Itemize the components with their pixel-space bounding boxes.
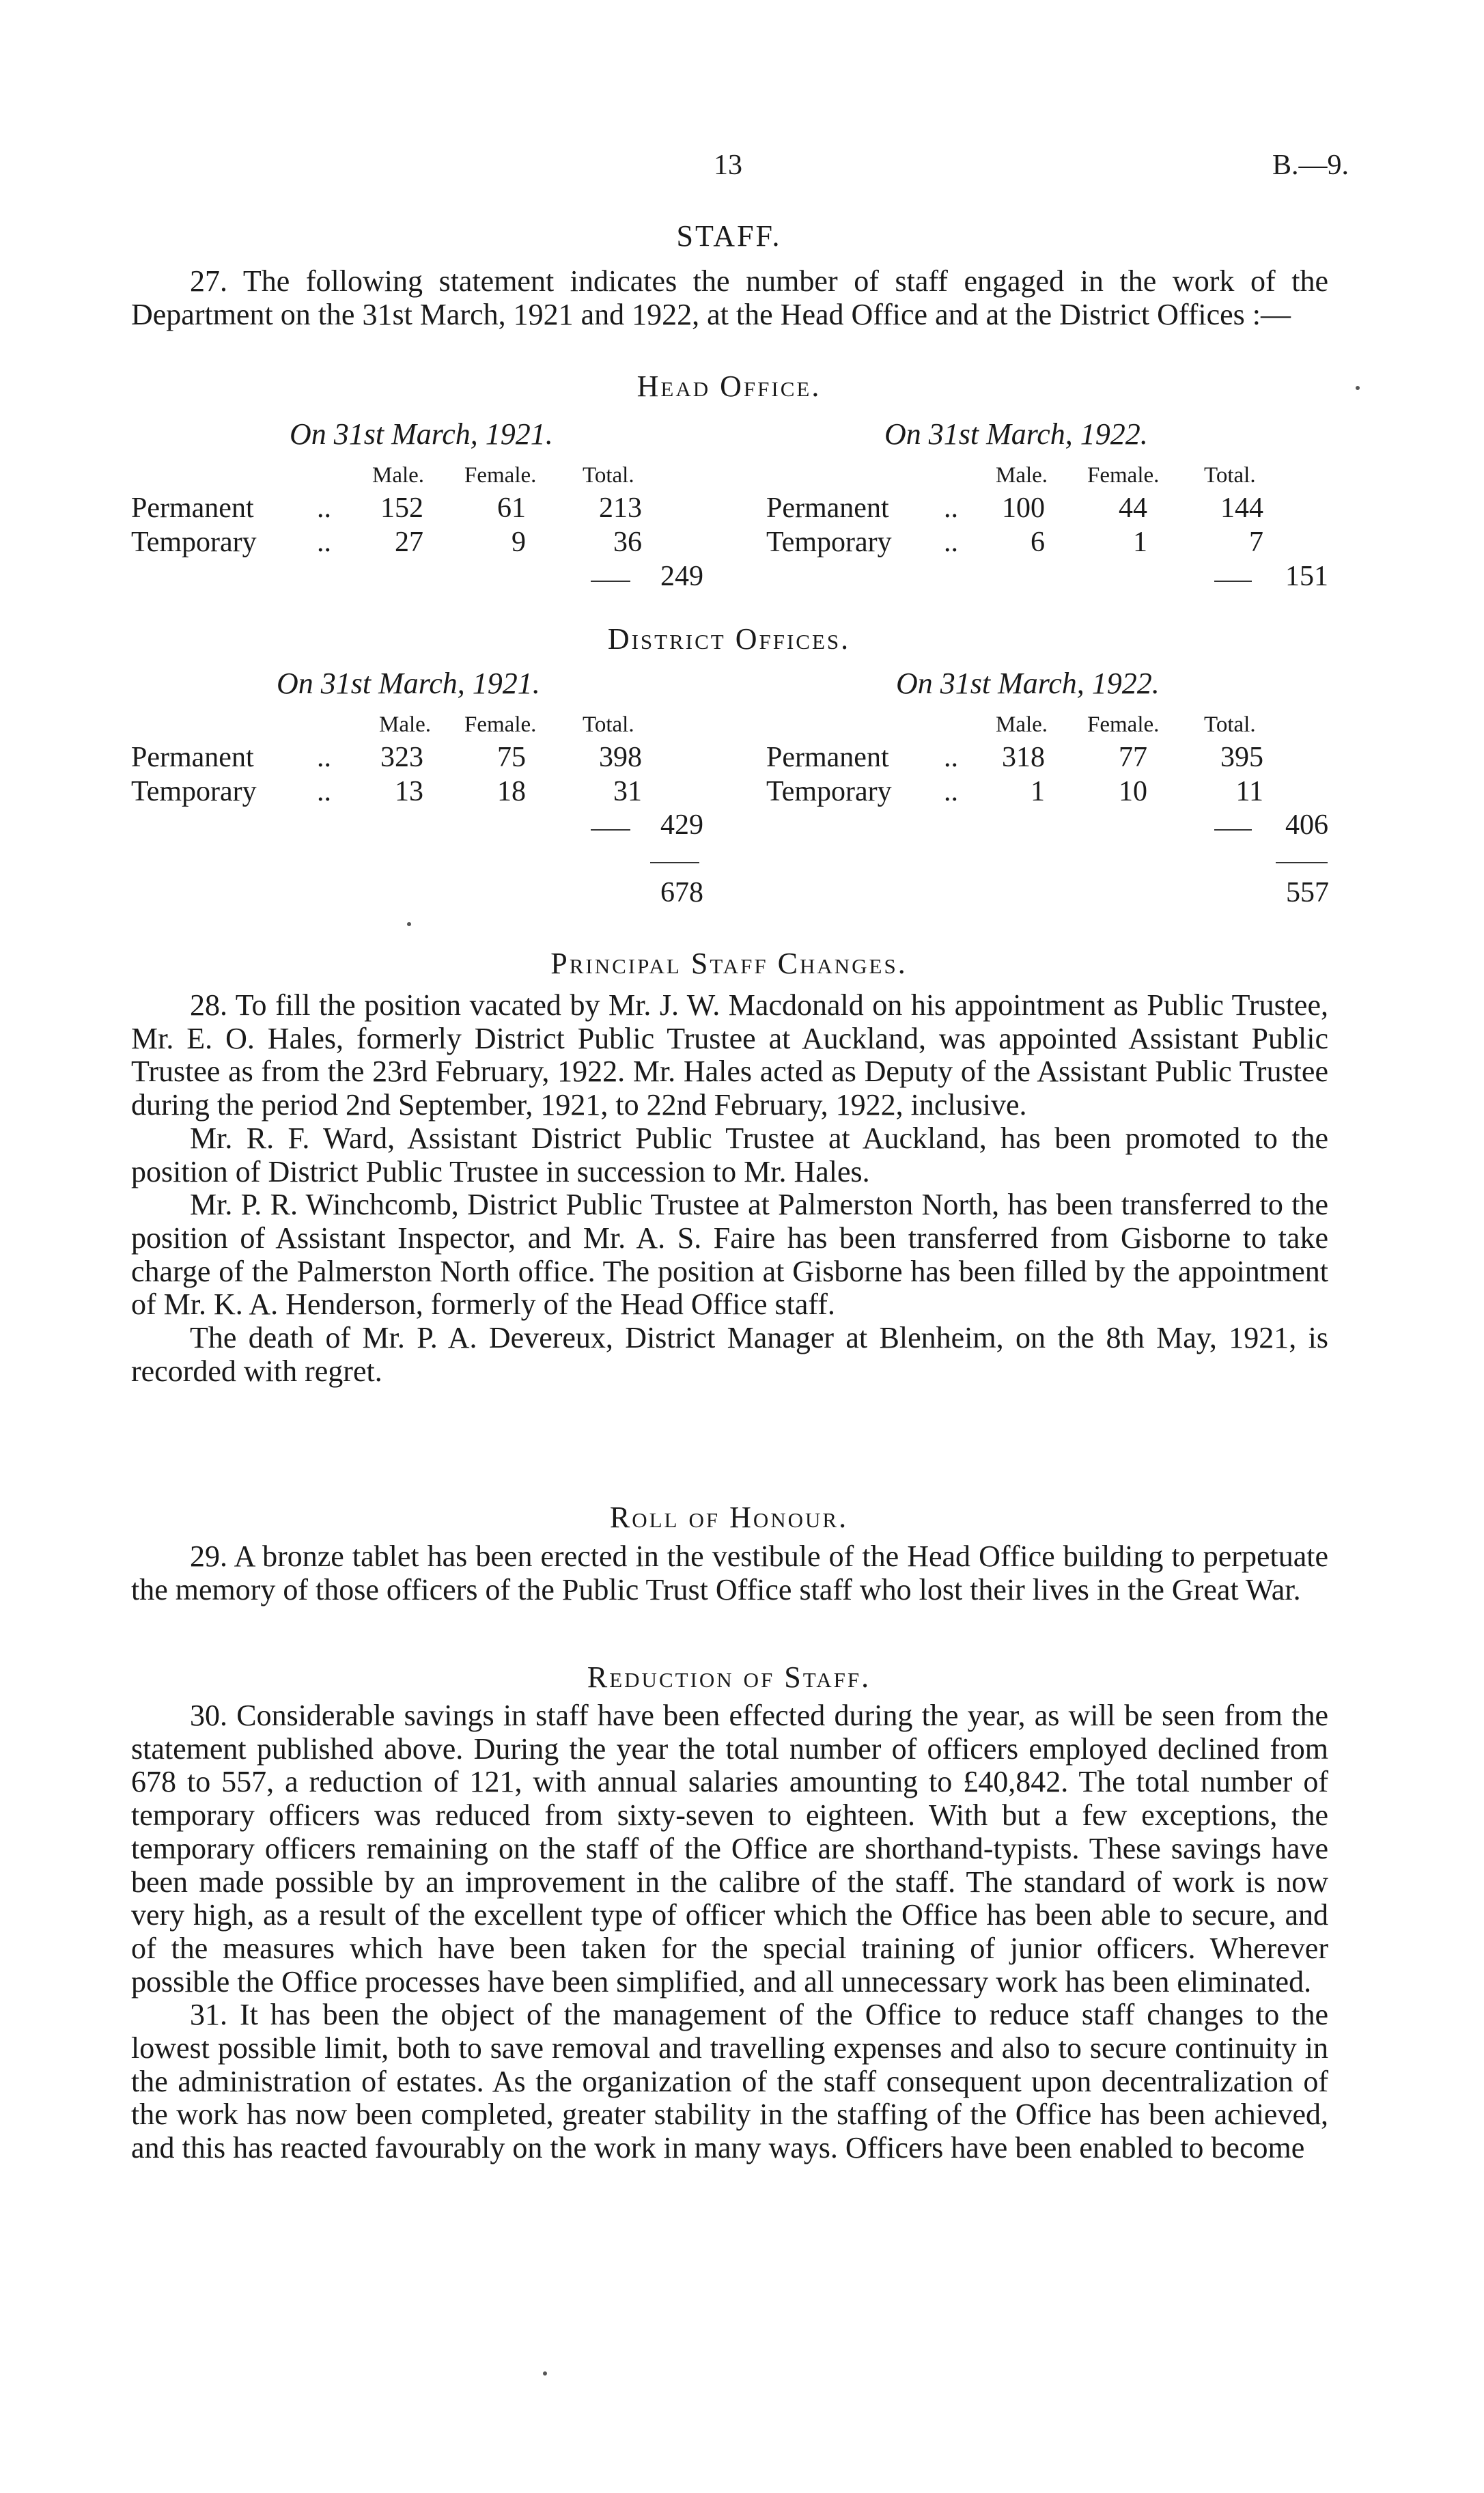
head-office-heading: Head Office. — [636, 370, 822, 403]
row-dots: .. — [317, 492, 331, 524]
col-header-male: Male. — [372, 463, 425, 488]
cell-female: 44 — [1119, 492, 1147, 524]
paragraph-31: 31. It has been the object of the management of the Office to reduce staff changes to the lowest possible limit, both to save removal and travelling expenses and also to secure continuity in the administration of estates. As the organization of the staff consequent upon decentralization of the work has now been completed, greater stability in the staffing of the Office has been achieved, and this has reacted favourably on the work in many ways. Officers have been enabled to become — [131, 1998, 1328, 2165]
cell-male: 323 — [380, 742, 423, 773]
paragraph-ward: Mr. R. F. Ward, Assistant District Public Trustee at Auckland, has been promoted to the position of District Public Trustee in succession to Mr. Hales. — [131, 1121, 1328, 1188]
col-header-male: Male. — [996, 463, 1048, 488]
col-header-total: Total. — [583, 712, 634, 737]
cell-total: 144 — [1220, 492, 1263, 524]
grand-total-1921: 678 — [660, 877, 703, 908]
col-header-female: Female. — [464, 463, 537, 488]
cell-male: 6 — [1031, 527, 1045, 558]
district-1921-total: 429 — [660, 809, 703, 841]
row-label: Permanent — [766, 492, 889, 524]
roll-of-honour-heading: Roll of Honour. — [609, 1501, 849, 1534]
col-header-female: Female. — [1087, 712, 1160, 737]
reduction-of-staff-heading: Reduction of Staff. — [587, 1660, 871, 1694]
col-header-female: Female. — [1087, 463, 1160, 488]
cell-female: 75 — [497, 742, 526, 773]
row-dots: .. — [317, 742, 331, 773]
cell-total: 395 — [1220, 742, 1263, 773]
reduction-of-staff-body — [131, 1699, 1328, 2165]
cell-male: 1 — [1031, 776, 1045, 807]
subtotal-rule — [591, 829, 630, 831]
principal-staff-changes-body — [131, 989, 1328, 1388]
district-left-date: On 31st March, 1921. — [277, 667, 540, 700]
district-right-date: On 31st March, 1922. — [896, 667, 1160, 700]
cell-male: 318 — [1002, 742, 1045, 773]
document-reference: B.—9. — [1272, 150, 1349, 181]
district-1922-total: 406 — [1285, 809, 1328, 841]
row-label: Permanent — [131, 492, 254, 524]
row-label: Permanent — [131, 742, 254, 773]
cell-total: 213 — [599, 492, 642, 524]
row-dots: .. — [944, 527, 958, 558]
print-speck — [1356, 386, 1360, 390]
head-office-right-date: On 31st March, 1922. — [884, 417, 1148, 451]
roll-of-honour-body — [131, 1540, 1328, 1606]
grand-total-rule — [1276, 862, 1328, 863]
paragraph-devereux: The death of Mr. P. A. Devereux, District Manager at Blenheim, on the 8th May, 1921, is recorded with regret. — [131, 1321, 1328, 1388]
row-label: Permanent — [766, 742, 889, 773]
section-title: STAFF. — [676, 219, 782, 253]
row-label: Temporary — [131, 776, 257, 807]
paragraph-29: 29. A bronze tablet has been erected in the vestibule of the Head Office building to perpetuate the memory of those officers of the Public Trust Office staff who lost their lives in the Great War. — [131, 1540, 1328, 1606]
paragraph-30: 30. Considerable savings in staff have been effected during the year, as will be seen from the statement published above. During the year the total number of officers employed declined from 678 to 557, a reduction of 121, with annual salaries amounting to £40,842. The total number of temporary officers was reduced from sixty-seven to eighteen. With but a few exceptions, the temporary officers remaining on the staff of the Office are shorthand-typists. These savings have been made possible by an improvement in the calibre of the staff. The standard of work is now very high, as a result of the excellent type of officer which the Office has been able to secure, and of the measures which have been taken for the special training of junior officers. Wherever possible the Office processes have been simplified, and all unnecessary work has been eliminated. — [131, 1699, 1328, 1998]
print-speck — [407, 922, 411, 926]
cell-female: 10 — [1119, 776, 1147, 807]
col-header-total: Total. — [1204, 463, 1256, 488]
print-speck — [543, 2371, 547, 2376]
page-number: 13 — [714, 150, 742, 181]
cell-male: 13 — [395, 776, 423, 807]
cell-female: 1 — [1133, 527, 1147, 558]
paragraph-27 — [131, 265, 1328, 331]
col-header-total: Total. — [1204, 712, 1256, 737]
col-header-female: Female. — [464, 712, 537, 737]
principal-staff-changes-heading: Principal Staff Changes. — [550, 947, 908, 980]
paragraph-winchcomb: Mr. P. R. Winchcomb, District Public Trustee at Palmerston North, has been transferred to the position of Assistant Inspector, and Mr. A. S. Faire has been transferred from Gisborne to take charge of the Palmerston North office. The position at Gisborne has been filled by the appointment of Mr. K. A. Henderson, formerly of the Head Office staff. — [131, 1188, 1328, 1322]
grand-total-1922: 557 — [1286, 877, 1329, 908]
cell-total: 7 — [1249, 527, 1263, 558]
district-offices-heading: District Offices. — [607, 622, 851, 656]
head-office-1922-total: 151 — [1285, 561, 1328, 592]
cell-female: 77 — [1119, 742, 1147, 773]
cell-female: 61 — [497, 492, 526, 524]
row-label: Temporary — [766, 527, 892, 558]
cell-female: 18 — [497, 776, 526, 807]
cell-total: 11 — [1235, 776, 1263, 807]
col-header-total: Total. — [583, 463, 634, 488]
cell-total: 36 — [613, 527, 642, 558]
head-office-left-date: On 31st March, 1921. — [290, 417, 553, 451]
cell-total: 398 — [599, 742, 642, 773]
row-dots: .. — [944, 492, 958, 524]
row-label: Temporary — [766, 776, 892, 807]
subtotal-rule — [1214, 829, 1252, 831]
row-label: Temporary — [131, 527, 257, 558]
cell-male: 152 — [380, 492, 423, 524]
row-dots: .. — [317, 776, 331, 807]
subtotal-rule — [591, 581, 630, 582]
cell-male: 27 — [395, 527, 423, 558]
subtotal-rule — [1214, 581, 1252, 582]
head-office-1921-total: 249 — [660, 561, 703, 592]
cell-total: 31 — [613, 776, 642, 807]
row-dots: .. — [944, 776, 958, 807]
col-header-male: Male. — [996, 712, 1048, 737]
cell-male: 100 — [1002, 492, 1045, 524]
cell-female: 9 — [512, 527, 526, 558]
paragraph-28: 28. To fill the position vacated by Mr. J. W. Macdonald on his appointment as Public Trustee, Mr. E. O. Hales, formerly District Public Trustee at Auckland, was appointed Assistant Public Trustee as from the 23rd February, 1922. Mr. Hales acted as Deputy of the Assistant Public Trustee during the period 2nd September, 1921, to 22nd February, 1922, inclusive. — [131, 988, 1328, 1122]
paragraph-27-text: 27. The following statement indicates the number of staff engaged in the work of the Department on the 31st March, 1921 and 1922, at the Head Office and at the District Offices :— — [131, 264, 1328, 331]
row-dots: .. — [317, 527, 331, 558]
grand-total-rule — [650, 862, 699, 863]
col-header-male: Male. — [379, 712, 432, 737]
row-dots: .. — [944, 742, 958, 773]
